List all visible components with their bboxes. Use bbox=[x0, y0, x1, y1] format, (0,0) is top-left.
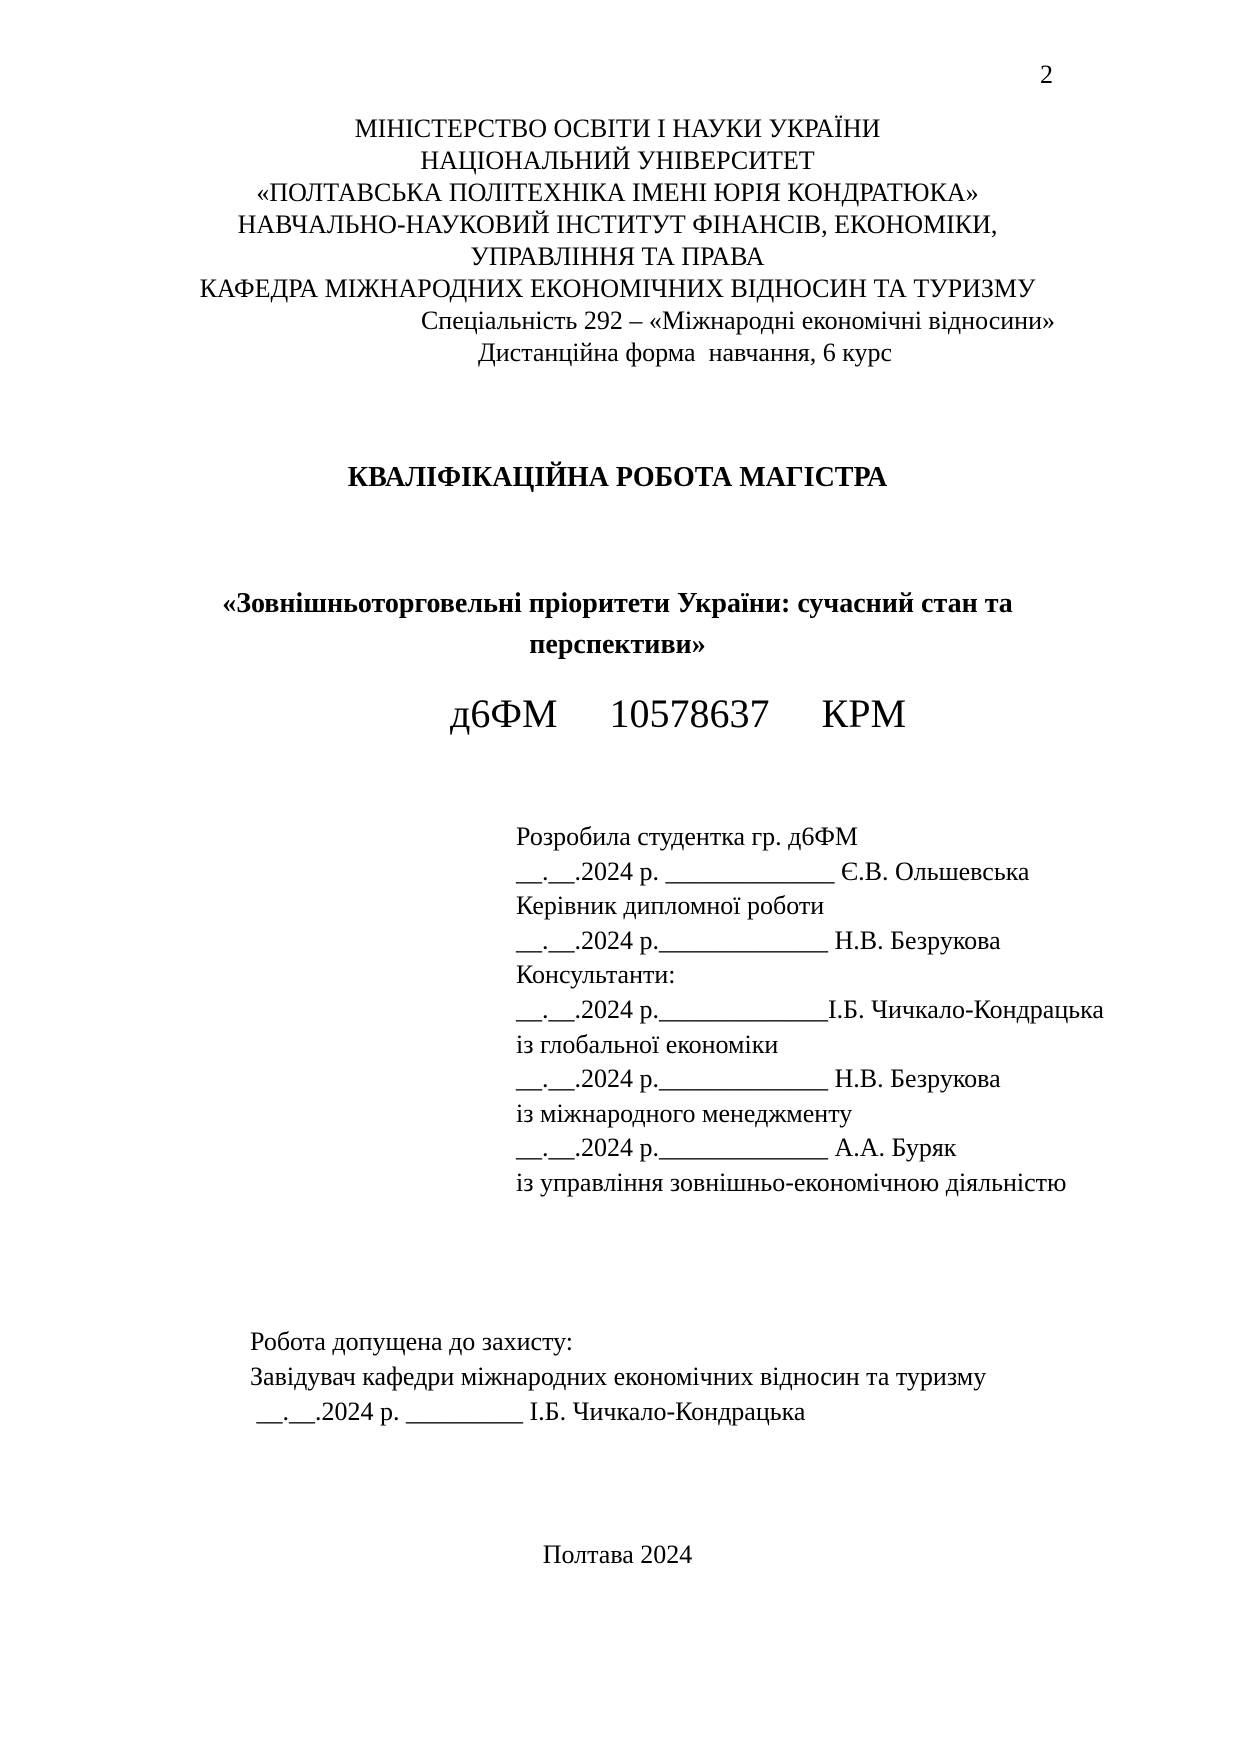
consultants-label-line: Консультанти: bbox=[516, 960, 676, 990]
department-head-line: Завідувач кафедри міжнародних економічних відносин та туризму bbox=[250, 1362, 987, 1391]
doc-type-code: КРМ bbox=[821, 691, 907, 736]
thesis-title-line-2: перспективи» bbox=[529, 629, 706, 660]
specialty-line: Спеціальність 292 – «Міжнародні економічні відносини» bbox=[420, 306, 1055, 335]
city-year-footer: Полтава 2024 bbox=[542, 1540, 693, 1569]
developer-signature-line: __.__.2024 р. _____________ Є.В. Ольшевська bbox=[516, 856, 1030, 886]
study-form-line: Дистанційна форма навчання, 6 курс bbox=[478, 338, 893, 367]
university-line: НАЦІОНАЛЬНИЙ УНІВЕРСИТЕТ bbox=[420, 146, 815, 175]
consultant-3-subject-line: із управління зовнішньо-економічною діяльністю bbox=[516, 1167, 1067, 1197]
institute-line-1: НАВЧАЛЬНО-НАУКОВИЙ ІНСТИТУТ ФІНАНСІВ, ЕКОНОМІКИ, bbox=[237, 210, 998, 239]
consultant-2-signature-line: __.__.2024 р._____________ Н.В. Безрукова bbox=[516, 1064, 1001, 1094]
group-code: д6ФМ bbox=[450, 691, 558, 736]
consultant-1-subject-line: із глобальної економіки bbox=[516, 1029, 779, 1059]
admission-block bbox=[250, 1324, 986, 1429]
ministry-line: МІНІСТЕРСТВО ОСВІТИ І НАУКИ УКРАЇНИ bbox=[354, 114, 881, 143]
university-header bbox=[180, 113, 1055, 369]
institute-line-2: УПРАВЛІННЯ ТА ПРАВА bbox=[470, 242, 765, 271]
record-number: 10578637 bbox=[609, 691, 770, 736]
developer-role-line: Розробила студентка гр. д6ФМ bbox=[516, 822, 859, 851]
work-type-heading: КВАЛІФІКАЦІЙНА РОБОТА МАГІСТРА bbox=[347, 462, 888, 493]
thesis-title-line-1: «Зовнішньоторговельні пріоритети України: сучасний стан та bbox=[222, 588, 1013, 619]
supervisor-signature-line: __.__.2024 р._____________ Н.В. Безрукова bbox=[516, 925, 1001, 955]
work-code-line bbox=[450, 690, 906, 737]
admission-statement-line: Робота допущена до захисту: bbox=[250, 1327, 573, 1356]
consultant-1-signature-line: __.__.2024 р._____________І.Б. Чичкало-Кондрацька bbox=[516, 994, 1104, 1024]
university-name-line: «ПОЛТАВСЬКА ПОЛІТЕХНІКА ІМЕНІ ЮРІЯ КОНДРАТЮКА» bbox=[256, 178, 979, 207]
department-line: КАФЕДРА МІЖНАРОДНИХ ЕКОНОМІЧНИХ ВІДНОСИН ТА ТУРИЗМУ bbox=[199, 274, 1036, 303]
supervisor-role-line: Керівник дипломної роботи bbox=[516, 891, 825, 921]
department-head-signature-line: __.__.2024 р. _________ І.Б. Чичкало-Кондрацька bbox=[250, 1397, 806, 1426]
page-number: 2 bbox=[1040, 60, 1053, 89]
signature-block bbox=[516, 820, 1104, 1201]
thesis-title bbox=[180, 583, 1055, 665]
consultant-3-signature-line: __.__.2024 р._____________ А.А. Буряк bbox=[516, 1133, 957, 1163]
consultant-2-subject-line: із міжнародного менеджменту bbox=[516, 1098, 853, 1128]
